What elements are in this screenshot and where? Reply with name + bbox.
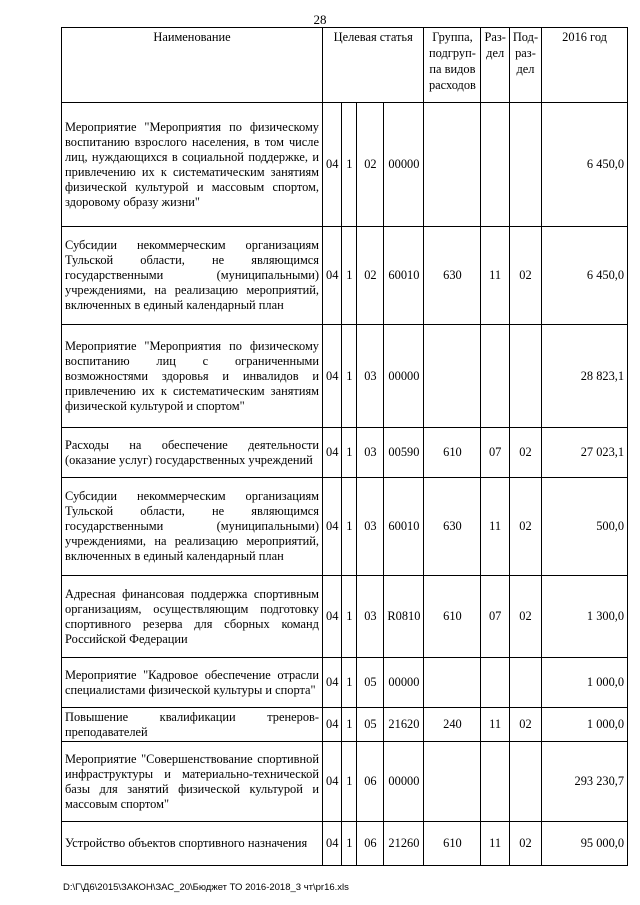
cell-c2: 1 [342, 742, 357, 822]
cell-group: 610 [424, 428, 481, 478]
table-row [62, 576, 628, 658]
cell-group: 610 [424, 822, 481, 866]
header-podrazdel: Под-раз-дел [509, 28, 541, 103]
cell-rz: 07 [481, 576, 509, 658]
cell-c4: 00000 [384, 325, 424, 428]
cell-rz: 11 [481, 478, 509, 576]
cell-prz: 02 [509, 227, 541, 325]
cell-amount: 1 300,0 [542, 576, 628, 658]
cell-c3: 03 [357, 325, 384, 428]
cell-name: Мероприятие "Мероприятия по физическому воспитанию лиц с ограниченными возможностями здоровья и инвалидов и привлечению их к систематическим занятиям физической культурой и спортом" [62, 325, 323, 428]
cell-prz [509, 325, 541, 428]
cell-name: Устройство объектов спортивного назначения [62, 822, 323, 866]
cell-c1: 04 [323, 708, 342, 742]
header-group: Группа, подгруп-па видов расходов [424, 28, 481, 103]
cell-c3: 03 [357, 576, 384, 658]
cell-name: Мероприятие "Совершенствование спортивной инфраструктуры и материально-технической базы для занятий физической культурой и массовым спортом" [62, 742, 323, 822]
cell-amount: 293 230,7 [542, 742, 628, 822]
cell-c3: 05 [357, 658, 384, 708]
cell-rz [481, 658, 509, 708]
table-row [62, 227, 628, 325]
cell-group [424, 658, 481, 708]
cell-c4: 00000 [384, 658, 424, 708]
cell-group [424, 742, 481, 822]
cell-name: Повышение квалификации тренеров-преподавателей [62, 708, 323, 742]
cell-prz [509, 658, 541, 708]
cell-c2: 1 [342, 576, 357, 658]
cell-c1: 04 [323, 325, 342, 428]
cell-group: 240 [424, 708, 481, 742]
cell-c2: 1 [342, 227, 357, 325]
cell-c1: 04 [323, 576, 342, 658]
cell-prz [509, 742, 541, 822]
table-row [62, 478, 628, 576]
cell-c3: 06 [357, 822, 384, 866]
cell-prz [509, 103, 541, 227]
cell-c2: 1 [342, 658, 357, 708]
cell-name: Мероприятие "Кадровое обеспечение отрасли специалистами физической культуры и спорта" [62, 658, 323, 708]
header-year: 2016 год [542, 28, 628, 103]
cell-c3: 06 [357, 742, 384, 822]
cell-c1: 04 [323, 103, 342, 227]
cell-c1: 04 [323, 428, 342, 478]
cell-amount: 95 000,0 [542, 822, 628, 866]
cell-c1: 04 [323, 822, 342, 866]
cell-amount: 27 023,1 [542, 428, 628, 478]
cell-c2: 1 [342, 708, 357, 742]
cell-prz: 02 [509, 822, 541, 866]
cell-c4: 60010 [384, 227, 424, 325]
cell-group [424, 103, 481, 227]
cell-c4: 00000 [384, 742, 424, 822]
cell-prz: 02 [509, 478, 541, 576]
cell-amount: 1 000,0 [542, 708, 628, 742]
cell-group: 630 [424, 478, 481, 576]
header-razdel: Раз-дел [481, 28, 509, 103]
cell-amount: 500,0 [542, 478, 628, 576]
cell-c1: 04 [323, 658, 342, 708]
cell-rz [481, 742, 509, 822]
cell-name: Адресная финансовая поддержка спортивным организациям, осуществляющим подготовку спортивного резерва для сборных команд Российской Федерации [62, 576, 323, 658]
table-row [62, 658, 628, 708]
table-row [62, 742, 628, 822]
cell-rz: 11 [481, 708, 509, 742]
cell-rz: 11 [481, 227, 509, 325]
table-row [62, 708, 628, 742]
cell-c2: 1 [342, 822, 357, 866]
cell-group: 610 [424, 576, 481, 658]
cell-amount: 6 450,0 [542, 103, 628, 227]
cell-c2: 1 [342, 428, 357, 478]
cell-c3: 03 [357, 428, 384, 478]
cell-name: Субсидии некоммерческим организациям Тульской области, не являющимся государственными (муниципальными) учреждениями, на реализацию мероприятий, включенных в единый календарный план [62, 227, 323, 325]
table-row [62, 325, 628, 428]
header-name: Наименование [62, 28, 323, 103]
cell-c2: 1 [342, 478, 357, 576]
cell-c3: 02 [357, 227, 384, 325]
cell-c3: 02 [357, 103, 384, 227]
table-row [62, 822, 628, 866]
cell-name: Расходы на обеспечение деятельности (оказание услуг) государственных учреждений [62, 428, 323, 478]
cell-c2: 1 [342, 325, 357, 428]
cell-prz: 02 [509, 576, 541, 658]
cell-c4: 00000 [384, 103, 424, 227]
table-row [62, 103, 628, 227]
cell-c3: 05 [357, 708, 384, 742]
cell-rz: 11 [481, 822, 509, 866]
cell-c4: R0810 [384, 576, 424, 658]
page-number: 28 [313, 12, 327, 27]
cell-c1: 04 [323, 478, 342, 576]
cell-name: Субсидии некоммерческим организациям Тульской области, не являющимся государственными (муниципальными) учреждениями, на реализацию мероприятий, включенных в единый календарный план [62, 478, 323, 576]
cell-c1: 04 [323, 227, 342, 325]
table-row [62, 428, 628, 478]
cell-rz: 07 [481, 428, 509, 478]
cell-c4: 21260 [384, 822, 424, 866]
cell-c4: 00590 [384, 428, 424, 478]
cell-rz [481, 325, 509, 428]
header-target: Целевая статья [323, 28, 424, 103]
cell-c2: 1 [342, 103, 357, 227]
cell-c1: 04 [323, 742, 342, 822]
cell-name: Мероприятие "Мероприятия по физическому воспитанию взрослого населения, в том числе лиц, нуждающихся в социальной поддержке, и привлечению их к систематическим занятиям физической культурой и массовым спортом, здоровому образу жизни" [62, 103, 323, 227]
cell-amount: 28 823,1 [542, 325, 628, 428]
cell-group: 630 [424, 227, 481, 325]
cell-prz: 02 [509, 708, 541, 742]
cell-prz: 02 [509, 428, 541, 478]
cell-amount: 1 000,0 [542, 658, 628, 708]
header-row [62, 28, 628, 103]
cell-c3: 03 [357, 478, 384, 576]
cell-c4: 21620 [384, 708, 424, 742]
cell-c4: 60010 [384, 478, 424, 576]
file-path-footer: D:\Г\Д6\2015\ЗАКОН\ЗАС_20\Бюджет ТО 2016-2018_3 чт\pr16.xls [63, 882, 349, 893]
cell-rz [481, 103, 509, 227]
budget-table [61, 27, 628, 866]
cell-amount: 6 450,0 [542, 227, 628, 325]
cell-group [424, 325, 481, 428]
